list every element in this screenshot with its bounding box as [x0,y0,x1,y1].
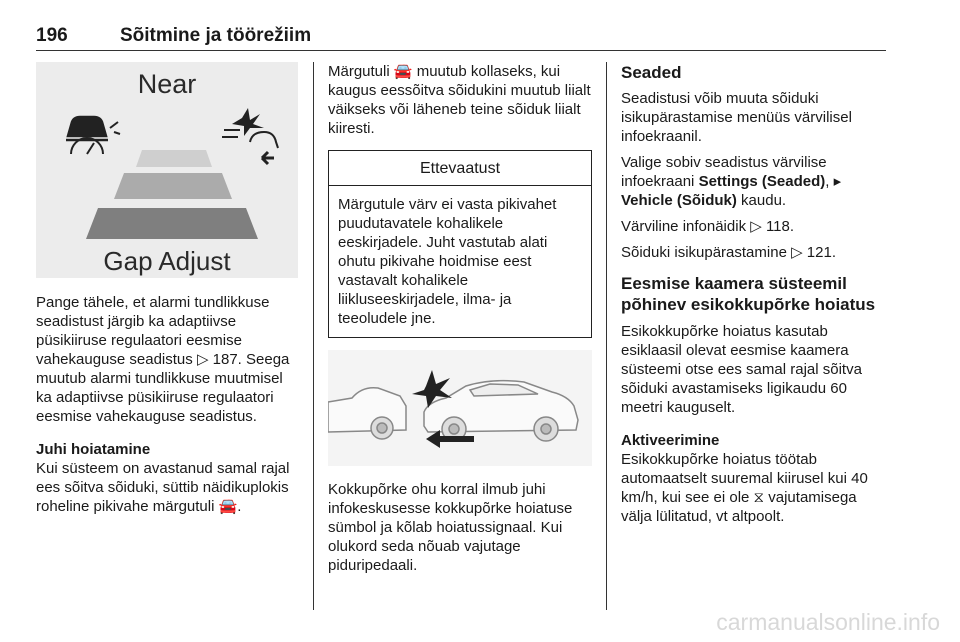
column-right [621,62,883,526]
column-divider [606,62,607,610]
column-left [36,62,298,516]
gap-bar-medium [114,173,232,199]
label-gap-adjust: Gap Adjust [103,246,231,276]
label-near: Near [137,69,197,99]
gap-adjust-figure [36,62,298,278]
warning-box [328,150,592,338]
heading-front-camera: Eesmise kaamera süsteemil põhinev esikokkupõrke hoiatus [621,274,876,314]
col1-paragraph-1: Pange tähele, et alarmi tundlikkuse seadistust järgib ka adaptiivse püsikiiruse regulaatori eesmise vahekauguse seadistus ▷ 187. Seega muutub alarmi tundlikkuse muutmisel ka adaptiivse püsikiiruse regulaatori eesmise vahekauguse seadistus. [36,294,290,425]
gap-bar-large [86,208,258,239]
warning-text: Märgutule värv ei vasta pikivahet puudutavatele kohalikele eeskirjadele. Juht vastutab alati ohutu pikivahe hoidmise eest vastavalt kohalikele liikluseeskirjadele, ilma- ja teeoludele jne. [338,196,557,327]
settings-text-c: , ▸ [825,173,842,190]
heading-settings: Seaded [621,63,682,82]
settings-text-a: Valige sobiv seadistus värvilise infoekraani [621,154,827,190]
page-number: 196 [36,25,68,46]
settings-menu-label: Settings (Seaded) [698,173,826,190]
warning-title: Ettevaatust [329,151,591,186]
rear-car [328,388,406,439]
gap-adjust-illustration [36,62,298,278]
col3-paragraph-6: Esikokkupõrke hoiatus töötab automaatselt suuremal kiirusel kui 40 km/h, kui see ei ole ⧖ vajutamisega välja lülitatud, vt altpoolt. [621,451,868,525]
settings-text-e: kaudu. [736,192,787,209]
heading-activation: Aktiveerimine [621,432,720,449]
column-middle [328,62,592,575]
vehicle-menu-label: Vehicle (Sõiduk) [621,192,737,209]
col3-paragraph-2 [621,153,883,210]
collision-illustration [328,350,592,466]
section-title: Sõitmine ja töörežiim [120,25,312,46]
col2-paragraph-1: Märgutuli 🚘 muutub kollaseks, kui kaugus eessõitva sõidukini muutub liialt väikseks või läheneb teine sõiduk liialt kiiresti. [328,63,591,137]
col3-paragraph-1: Seadistusi võib muuta sõiduki isikupärastamise menüüs värvilisel infoekraanil. [621,90,852,145]
col1-paragraph-2: Kui süsteem on avastanud samal rajal ees sõitva sõiduki, süttib näidikuplokis roheline pikivahe märgutuli 🚘. [36,460,290,515]
collision-figure [328,350,592,466]
col2-paragraph-2: Kokkupõrke ohu korral ilmub juhi infokeskusesse kokkupõrke hoiatuse sümbol ja kõlab hoiatussignaal. Kui olukord seda nõuab vajutage piduripedaali. [328,481,573,574]
col3-paragraph-4: Sõiduki isikupärastamine ▷ 121. [621,244,836,261]
front-car [424,381,578,441]
col3-paragraph-3: Värviline infonäidik ▷ 118. [621,218,795,235]
watermark: carmanualsonline.info [716,609,940,635]
page-header [36,22,886,51]
col3-paragraph-5: Esikokkupõrke hoiatus kasutab esiklaasil olevat eesmise kaamera süsteemi otse ees samal rajal sõitva sõiduki avastamiseks ligikaudu 60 meetri kauguselt. [621,323,862,416]
collision-warning-icon [222,108,278,164]
gap-bar-small [136,150,212,167]
column-divider [313,62,314,610]
car-gauge-icon [66,117,120,154]
heading-driver-alert: Juhi hoiatamine [36,441,151,458]
